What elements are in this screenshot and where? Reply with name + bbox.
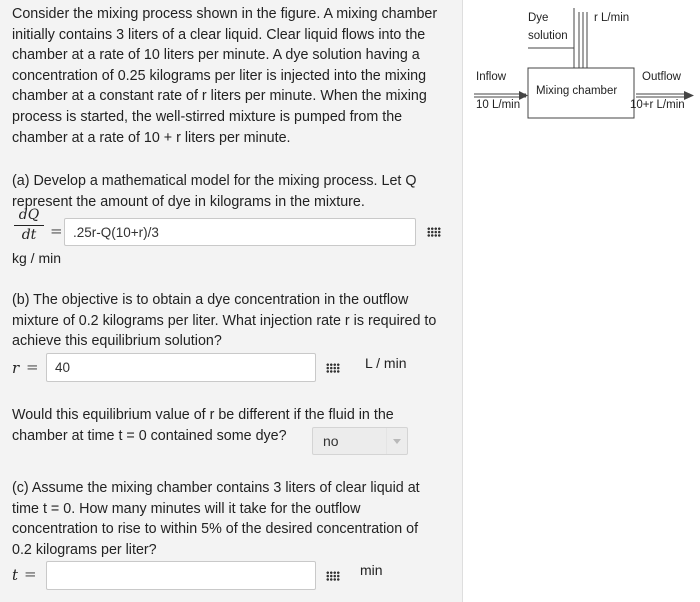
mixing-process-diagram (470, 0, 700, 130)
intro-line: initially contains 3 liters of a clear liquid. Clear liquid flows into the (12, 26, 426, 43)
dq-dt-fraction (14, 208, 44, 243)
keypad-icon (326, 571, 340, 581)
dq-dt-answer-value: .25r-Q(10+r)/3 (73, 224, 159, 240)
equation-editor-button-c[interactable] (318, 562, 348, 590)
inflow-rate-label: 10 L/min (476, 99, 521, 111)
equation-editor-button-a[interactable] (419, 218, 449, 246)
intro-line: chamber at a rate of 10 + r liters per minute. (12, 129, 291, 146)
dq-dt-answer-input[interactable] (64, 218, 416, 246)
t-variable-label: t (12, 566, 19, 584)
part-c-prompt (12, 478, 420, 560)
fraction-numerator: dQ (18, 207, 40, 223)
part-b-line: achieve this equilibrium solution? (12, 333, 222, 350)
part-c-line: concentration to rise to within 5% of the desired concentration of (12, 521, 419, 538)
equals-sign: = (24, 565, 37, 583)
part-c-unit: min (360, 562, 383, 578)
dye-label: Dye (528, 12, 549, 24)
intro-line: chamber at a rate of 10 liters per minute. A dye solution having a (12, 47, 420, 64)
dye-difference-select[interactable] (312, 427, 408, 455)
equation-editor-button-b[interactable] (318, 354, 348, 382)
intro-line: chamber at a constant rate of r liters per minute. When the mixing (12, 88, 427, 105)
problem-intro (12, 4, 437, 148)
part-b-unit: L / min (365, 355, 407, 371)
solution-label: solution (528, 30, 568, 42)
part-a-line: (a) Develop a mathematical model for the mixing process. Let Q (12, 173, 417, 189)
injection-rate-input[interactable] (46, 353, 316, 382)
intro-line: concentration of 0.25 kilograms per liter is injected into the mixing (12, 67, 427, 84)
part-c-line: 0.2 kilograms per liter? (12, 541, 157, 558)
chevron-down-icon (386, 428, 407, 454)
outflow-label: Outflow (642, 71, 681, 83)
followup-line: Would this equilibrium value of r be different if the fluid in the (12, 407, 394, 423)
chamber-label: Mixing chamber (536, 85, 618, 97)
equals-sign: = (50, 222, 63, 240)
panel-divider (462, 0, 463, 602)
intro-line: Consider the mixing process shown in the figure. A mixing chamber (12, 6, 438, 22)
part-a-prompt (12, 171, 416, 212)
followup-line: chamber at time t = 0 contained some dye? (12, 427, 287, 444)
part-a-unit: kg / min (12, 250, 62, 266)
time-answer-input[interactable] (46, 561, 316, 590)
part-b-line: (b) The objective is to obtain a dye concentration in the outflow (12, 292, 409, 308)
part-a-line: represent the amount of dye in kilograms in the mixture. (12, 193, 365, 210)
part-c-line: (c) Assume the mixing chamber contains 3 liters of clear liquid at (12, 480, 420, 496)
keypad-icon (326, 363, 340, 373)
inflow-label: Inflow (476, 71, 507, 83)
part-b-prompt (12, 290, 436, 352)
part-c-line: time t = 0. How many minutes will it take for the outflow (12, 500, 361, 517)
equals-sign: = (26, 358, 39, 376)
outflow-rate-label: 10+r L/min (630, 99, 685, 111)
intro-line: process is started, the well-stirred mixture is pumped from the (12, 108, 403, 125)
injection-rate-value: 40 (55, 360, 71, 375)
keypad-icon (427, 227, 441, 237)
fraction-bar (14, 225, 44, 226)
fraction-denominator: dt (21, 227, 37, 243)
r-variable-label: r (12, 359, 20, 377)
dye-difference-selected-value: no (323, 433, 339, 449)
dye-rate-label: r L/min (594, 12, 630, 24)
part-b-line: mixture of 0.2 kilograms per liter. What injection rate r is required to (12, 312, 437, 329)
